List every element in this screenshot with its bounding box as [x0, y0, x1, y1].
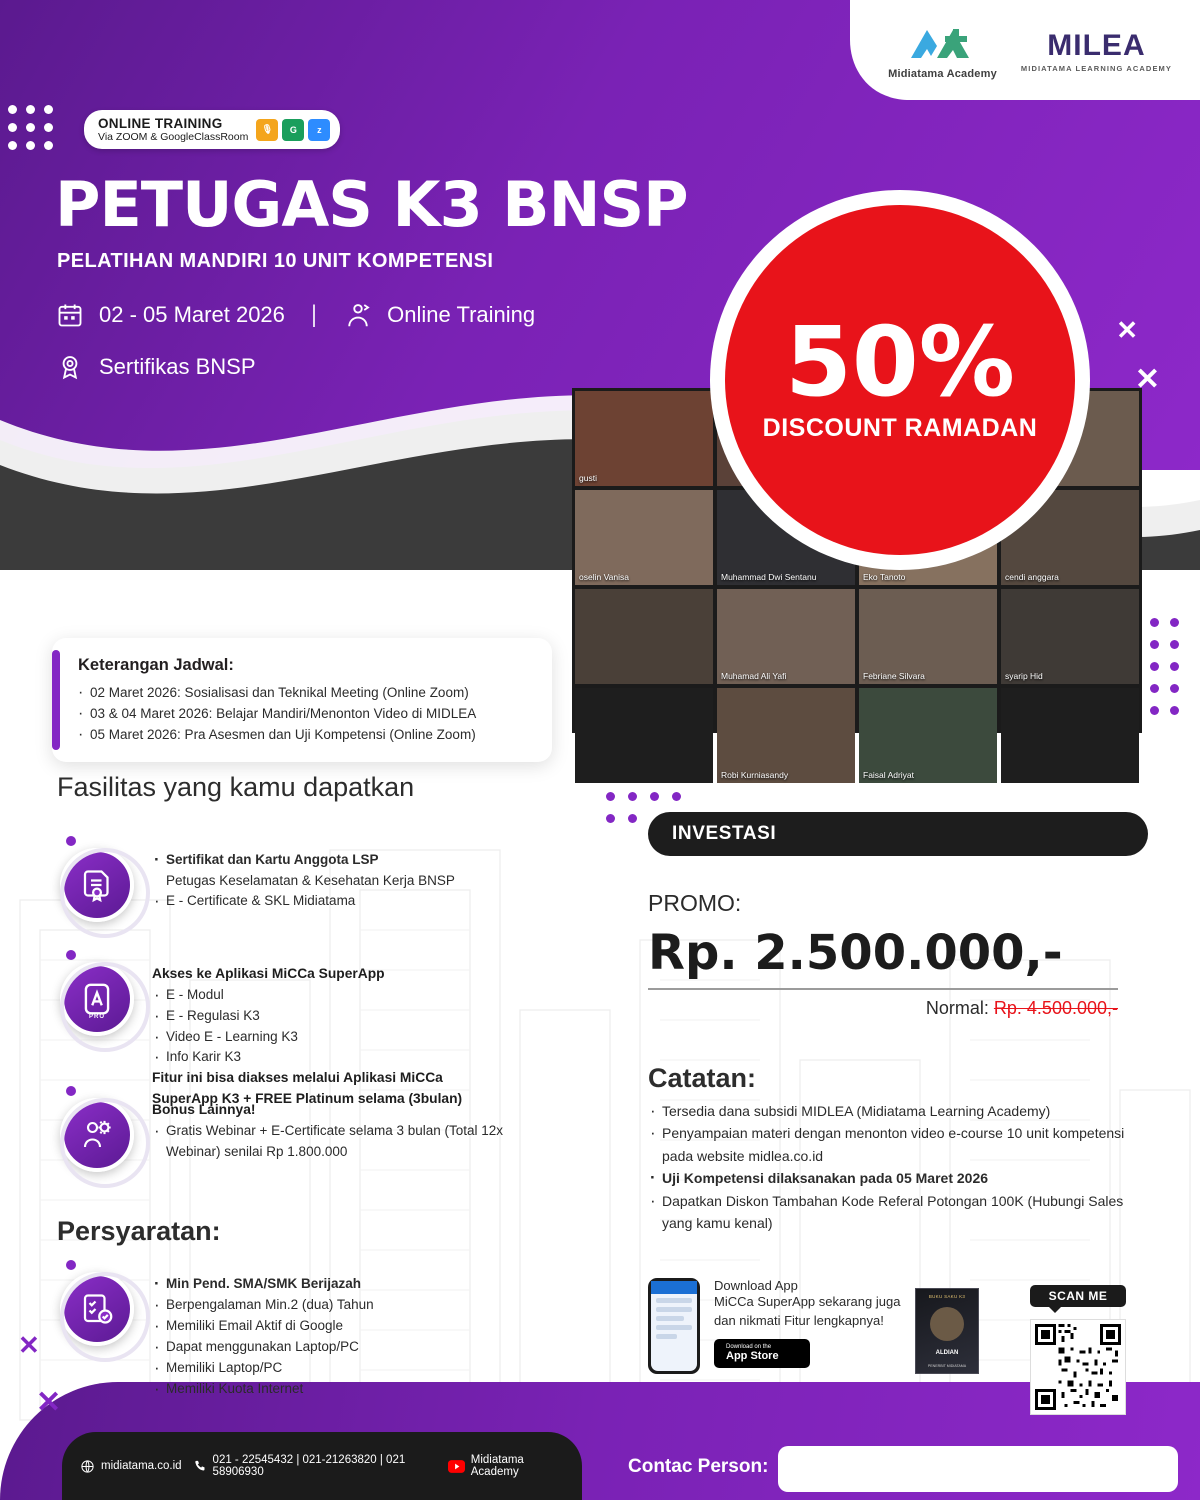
- facility-block-bonus: [60, 1098, 620, 1172]
- schedule-item: · 05 Maret 2026: Pra Asesmen dan Uji Kompetensi (Online Zoom): [78, 725, 532, 746]
- promo-label: PROMO:: [648, 890, 742, 916]
- participant-name: Eko Tanoto: [863, 572, 906, 582]
- dot-grid-topleft: [8, 105, 58, 155]
- milea-wordmark: MILEA: [1047, 29, 1146, 62]
- requirement-item: · Memiliki Email Aktif di Google: [152, 1316, 374, 1337]
- notes-list: [648, 1100, 1148, 1234]
- x-decoration-icon: ✕: [36, 1386, 62, 1419]
- facility-line: · E - Modul: [152, 985, 482, 1006]
- discount-percent: 50%: [785, 305, 1015, 418]
- classroom-icon: G: [282, 119, 304, 141]
- note-item: · Dapatkan Diskon Tambahan Kode Referal Potongan 100K (Hubungi Sales yang kamu kenal): [648, 1190, 1148, 1235]
- certificate-label: Sertifikas BNSP: [99, 354, 256, 379]
- facility-line: · Gratis Webinar + E-Certificate selama 3 bulan (Total 12x Webinar) senilai Rp 1.800.000: [152, 1121, 552, 1163]
- requirements-text: [152, 1272, 374, 1400]
- normal-price-label: Normal:: [925, 998, 989, 1018]
- facility-block-app: [60, 962, 580, 1110]
- app-pro-icon: PRO: [60, 962, 134, 1036]
- online-training-subtitle: Via ZOOM & GoogleClassRoom: [98, 131, 249, 143]
- participant-name: Muhamad Ali Yafi: [721, 671, 787, 681]
- app-download-text: [714, 1278, 924, 1368]
- app-store-large-label: App Store: [726, 1350, 779, 1363]
- normal-price-row: [926, 998, 1118, 1019]
- midiatama-mark-icon: [893, 24, 993, 66]
- participant-name: gusti: [579, 473, 597, 483]
- facility-footer-note: Fitur ini bisa diakses melalui Aplikasi MiCCa SuperApp K3 + FREE Platinum selama (3bulan): [152, 1070, 463, 1107]
- online-training-badge: [84, 110, 340, 149]
- facility-line: Petugas Keselamatan & Kesehatan Kerja BNSP: [166, 872, 455, 888]
- promo-price: Rp. 2.500.000,-: [648, 925, 1063, 981]
- requirement-item: · Dapat menggunakan Laptop/PC: [152, 1337, 374, 1358]
- accent-dot: [66, 836, 76, 846]
- facility-block-certificate: [60, 848, 570, 922]
- facility-line: · Video E - Learning K3: [152, 1027, 482, 1048]
- online-training-title: ONLINE TRAINING: [98, 116, 223, 131]
- footer-phones: [192, 1454, 438, 1478]
- book-portrait: [930, 1307, 964, 1341]
- requirement-item: · Min Pend. SMA/SMK Berijazah: [152, 1274, 374, 1295]
- milea-logo: [1021, 31, 1172, 73]
- x-decoration-icon: ✕: [18, 1330, 40, 1360]
- book-cover-image: [915, 1288, 979, 1374]
- midiatama-academy-label: Midiatama Academy: [888, 68, 997, 80]
- accent-dot: [66, 1260, 76, 1270]
- notes-title: Catatan:: [648, 1063, 757, 1093]
- price-divider: [648, 988, 1118, 990]
- badge-platform-icons: [256, 119, 330, 141]
- hero-meta-row-2: [55, 352, 256, 382]
- facility-heading: Bonus Lainnya!: [152, 1102, 256, 1117]
- hero-meta-row-1: [55, 300, 535, 330]
- facility-heading: Akses ke Aplikasi MiCCa SuperApp: [152, 966, 385, 981]
- requirements-block: [60, 1272, 580, 1400]
- bonus-gear-icon: [60, 1098, 134, 1172]
- youtube-icon: [448, 1460, 465, 1473]
- globe-icon: [80, 1459, 95, 1474]
- investment-bar: [648, 812, 1148, 856]
- requirement-item: · Memiliki Laptop/PC: [152, 1358, 374, 1379]
- facility-line: · E - Certificate & SKL Midiatama: [152, 891, 455, 912]
- accent-dot: [66, 950, 76, 960]
- facility-certificate-text: [152, 848, 455, 912]
- requirement-item: · Berpengalaman Min.2 (dua) Tahun: [152, 1295, 374, 1316]
- midiatama-academy-logo: [888, 24, 997, 80]
- app-download-line1: Download App: [714, 1278, 798, 1293]
- facility-line: · Info Karir K3: [152, 1047, 482, 1068]
- schedule-item: · 03 & 04 Maret 2026: Belajar Mandiri/Menonton Video di MIDLEA: [78, 704, 532, 725]
- training-date: 02 - 05 Maret 2026: [99, 302, 285, 327]
- participant-name: cendi anggara: [1005, 572, 1059, 582]
- book-author: ALDIAN: [935, 1349, 959, 1356]
- mic-icon: 🎙: [256, 119, 278, 141]
- checklist-icon: [60, 1272, 134, 1346]
- footer-info-bar: [62, 1432, 582, 1500]
- qr-code-image[interactable]: [1030, 1319, 1126, 1415]
- footer-youtube[interactable]: [448, 1454, 564, 1478]
- footer-website[interactable]: [80, 1459, 182, 1474]
- app-store-small-label: Download on the: [726, 1344, 772, 1351]
- phone-mockup-icon: [648, 1278, 700, 1374]
- facilities-title: Fasilitas yang kamu dapatkan: [57, 772, 415, 802]
- page-subtitle: PELATIHAN MANDIRI 10 UNIT KOMPETENSI: [57, 250, 494, 272]
- footer-website-text: midiatama.co.id: [101, 1460, 182, 1472]
- qr-section: [1030, 1285, 1126, 1415]
- contact-person-label: Contac Person:: [628, 1456, 769, 1477]
- certificate-icon: [60, 848, 134, 922]
- requirements-title: Persyaratan:: [57, 1216, 221, 1246]
- book-publisher: PENERBIT MIDIATAMA: [927, 1363, 967, 1368]
- note-item: · Uji Kompetensi dilaksanakan pada 05 Maret 2026: [648, 1167, 1148, 1189]
- zoom-icon: z: [308, 119, 330, 141]
- milea-tagline: MIDIATAMA LEARNING ACADEMY: [1020, 64, 1172, 73]
- app-download-section: [648, 1278, 924, 1374]
- phone-icon: [192, 1459, 207, 1474]
- dot-grid-right: [1150, 618, 1190, 728]
- discount-label: DISCOUNT RAMADAN: [762, 414, 1038, 443]
- participant-name: Muhammad Dwi Sentanu: [721, 572, 817, 582]
- training-mode: Online Training: [387, 302, 536, 327]
- online-training-icon: [343, 300, 373, 330]
- calendar-icon: [55, 300, 85, 330]
- participant-name: Robi Kurniasandy: [721, 770, 789, 780]
- schedule-card: [52, 638, 552, 762]
- requirement-item: · Memiliki Kuota Internet: [152, 1379, 374, 1400]
- footer-contact-pill: [778, 1446, 1178, 1492]
- accent-dot: [66, 1086, 76, 1096]
- meta-separator: |: [310, 301, 318, 328]
- x-decoration-icon: ✕: [1116, 315, 1138, 345]
- app-store-button[interactable]: [714, 1339, 810, 1368]
- scan-me-label: SCAN ME: [1030, 1285, 1126, 1307]
- note-item: · Tersedia dana subsidi MIDLEA (Midiatama Learning Academy): [648, 1100, 1148, 1122]
- brand-logos: [888, 24, 1172, 80]
- participant-name: Faisal Adriyat: [863, 770, 915, 780]
- facility-line: · E - Regulasi K3: [152, 1006, 482, 1027]
- normal-price-value: Rp. 4.500.000,-: [993, 998, 1118, 1018]
- discount-badge: [710, 190, 1090, 570]
- participant-name: syarip Hid: [1005, 671, 1043, 681]
- footer-youtube-text: Midiatama Academy: [470, 1454, 524, 1478]
- schedule-title: Keterangan Jadwal:: [78, 656, 234, 674]
- facility-line: · Sertifikat dan Kartu Anggota LSP: [152, 850, 455, 871]
- facility-app-text: [152, 962, 482, 1110]
- certificate-badge-icon: [55, 352, 85, 382]
- note-item: · Penyampaian materi dengan menonton video e-course 10 unit kompetensi pada website midlea.co.id: [648, 1122, 1148, 1167]
- facility-bonus-text: [152, 1098, 552, 1163]
- participant-name: Febriane Silvara: [863, 671, 925, 681]
- book-top-text: BUKU SAKU K3: [928, 1294, 966, 1299]
- footer-phones-text: 021 - 22545432 | 021-21263820 | 021 58906930: [212, 1454, 406, 1478]
- investment-label: INVESTASI: [672, 823, 777, 844]
- participant-name: oselin Vanisa: [579, 572, 629, 582]
- app-download-line2: MiCCa SuperApp sekarang juga dan nikmati Fitur lengkapnya!: [714, 1294, 901, 1328]
- schedule-item: · 02 Maret 2026: Sosialisasi dan Teknikal Meeting (Online Zoom): [78, 683, 532, 704]
- page-title: PETUGAS K3 BNSP: [55, 168, 688, 241]
- x-decoration-icon: ✕: [1134, 363, 1160, 396]
